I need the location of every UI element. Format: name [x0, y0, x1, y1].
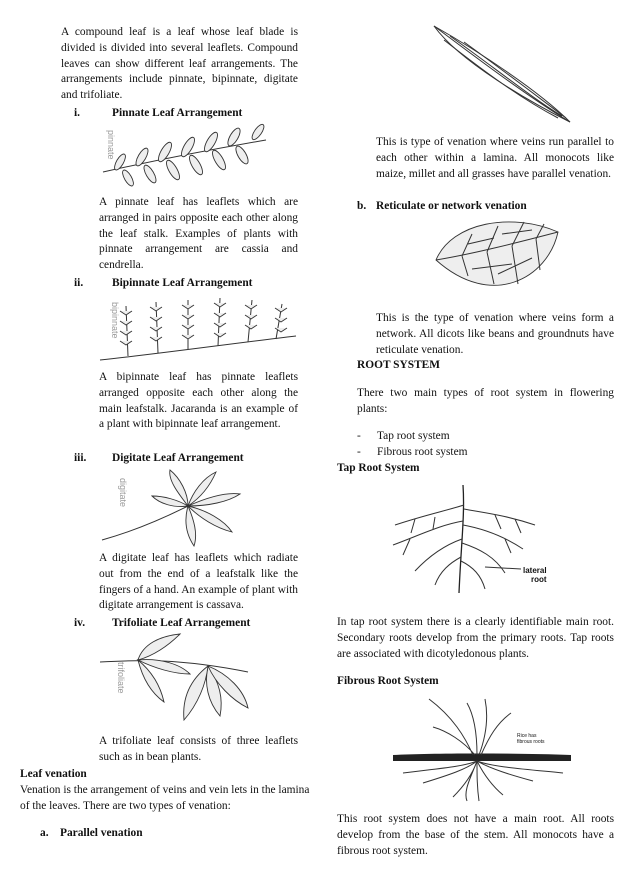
reticulate-number: b.: [357, 200, 367, 212]
digitate-figure-label: digitate: [118, 478, 128, 508]
digitate-title: Digitate Leaf Arrangement: [112, 452, 244, 464]
rice-label-line2: fibrous roots: [517, 739, 545, 745]
root-system-intro: There two main types of root system in flowering plants:: [357, 387, 614, 415]
leaf-venation-text: Venation is the arrangement of veins and vein lets in the lamina of the leaves. There are two types of venation:: [20, 784, 310, 812]
digitate-leaf-figure: [98, 468, 273, 548]
pinnate-figure-label: pinnate: [106, 130, 116, 160]
trifoliate-heading: [74, 616, 314, 632]
reticulate-heading: [357, 199, 617, 215]
digitate-leaflets: [152, 470, 240, 546]
digitate-description: A digitate leaf has leaflets which radiate out from the end of a leafstalk like the fingers of a hand. An example of plant with digitate arrangement is cassava.: [99, 552, 298, 612]
bipinnate-number: ii.: [74, 277, 84, 289]
root-types-list: [357, 429, 557, 461]
root-system-heading: ROOT SYSTEM: [357, 359, 441, 371]
pinnate-description: A pinnate leaf has leaflets which are arranged in pairs opposite each other along the leaf stalk. Examples of plants with pinnate arrangement are cassia and cendrella.: [99, 196, 298, 272]
fibrous-root-figure: [393, 697, 573, 802]
bipinnate-figure-label: bipinnate: [110, 302, 120, 339]
digitate-number: iii.: [74, 452, 87, 464]
reticulate-venation-leaf-figure: [432, 214, 562, 306]
parallel-venation-heading: [40, 826, 280, 842]
pinnate-leaflets: [112, 123, 266, 188]
trifoliate-title: Trifoliate Leaf Arrangement: [112, 617, 251, 629]
reticulate-description: This is the type of venation where veins form a network. All dicots like beans and groundnuts have reticulate venation.: [376, 312, 614, 356]
list-item-text: Tap root system: [377, 430, 450, 442]
list-item: - Fibrous root system: [357, 445, 557, 461]
pinnate-number: i.: [74, 107, 81, 119]
lateral-root-pointer: [485, 567, 521, 569]
list-item: - Tap root system: [357, 429, 557, 445]
parallel-venation-description: This is type of venation where veins run parallel to each other within a lamina. All monocots like maize, millet and all grasses have parallel venation.: [376, 136, 614, 180]
parallel-leaf-veins: [434, 26, 570, 122]
pinnate-leaf-figure: [98, 122, 268, 192]
bipinnate-main-rachis: [100, 336, 296, 360]
parallel-venation-title: Parallel venation: [60, 827, 143, 839]
parallel-venation-leaf-figure: [430, 22, 575, 127]
bipinnate-title: Bipinnate Leaf Arrangement: [112, 277, 253, 289]
trifoliate-number: iv.: [74, 617, 86, 629]
rice-label-line1: Rice has: [517, 733, 537, 739]
bipinnate-heading: [74, 276, 314, 292]
list-item-text: Fibrous root system: [377, 445, 468, 458]
trifoliate-leaflets: [138, 634, 248, 720]
trifoliate-figure-label: trifoliate: [116, 662, 126, 694]
fibrous-root-description: This root system does not have a main root. All roots develop from the base of the stem. All monocots have a fibrous root system.: [337, 813, 614, 857]
digitate-petiole: [102, 506, 188, 540]
lateral-root-label-line2: root: [531, 575, 547, 584]
tap-root-description: In tap root system there is a clearly identifiable main root. Secondary roots develop from the primary roots. Tap roots are associated with dicotyledonous plants.: [337, 616, 614, 660]
reticulate-title: Reticulate or network venation: [376, 200, 527, 212]
lateral-root-label-line1: lateral: [523, 566, 547, 575]
rice-plant-shoots: [429, 699, 511, 755]
tap-root-figure: [385, 485, 565, 600]
pinnate-title: Pinnate Leaf Arrangement: [112, 107, 243, 119]
tap-root-lateral-roots: [393, 505, 535, 589]
trifoliate-description: A trifoliate leaf consists of three leaflets such as in bean plants.: [99, 735, 298, 763]
tap-root-heading: Tap Root System: [337, 462, 420, 474]
digitate-heading: [74, 451, 314, 467]
fibrous-root-heading: Fibrous Root System: [337, 675, 439, 687]
soil-surface: [393, 754, 571, 762]
leaf-venation-heading: Leaf venation: [20, 768, 87, 780]
parallel-venation-number: a.: [40, 827, 49, 839]
intro-paragraph: A compound leaf is a leaf whose leaf blade is divided is divided into several leaflets. Compound leaves can show different leaf arrangements. The arrangements include pinnate, bipinnate, digitate and trifoliate.: [61, 26, 298, 102]
fibrous-roots: [403, 761, 563, 801]
pinnate-heading: [74, 106, 314, 122]
bipinnate-leaf-figure: [98, 296, 298, 368]
bipinnate-description: A bipinnate leaf has pinnate leaflets arranged opposite each other along the main leafstalk. Jacaranda is an example of a plant with bipinnate leaf arrangement.: [99, 371, 298, 431]
trifoliate-leaf-figure: [98, 632, 258, 732]
